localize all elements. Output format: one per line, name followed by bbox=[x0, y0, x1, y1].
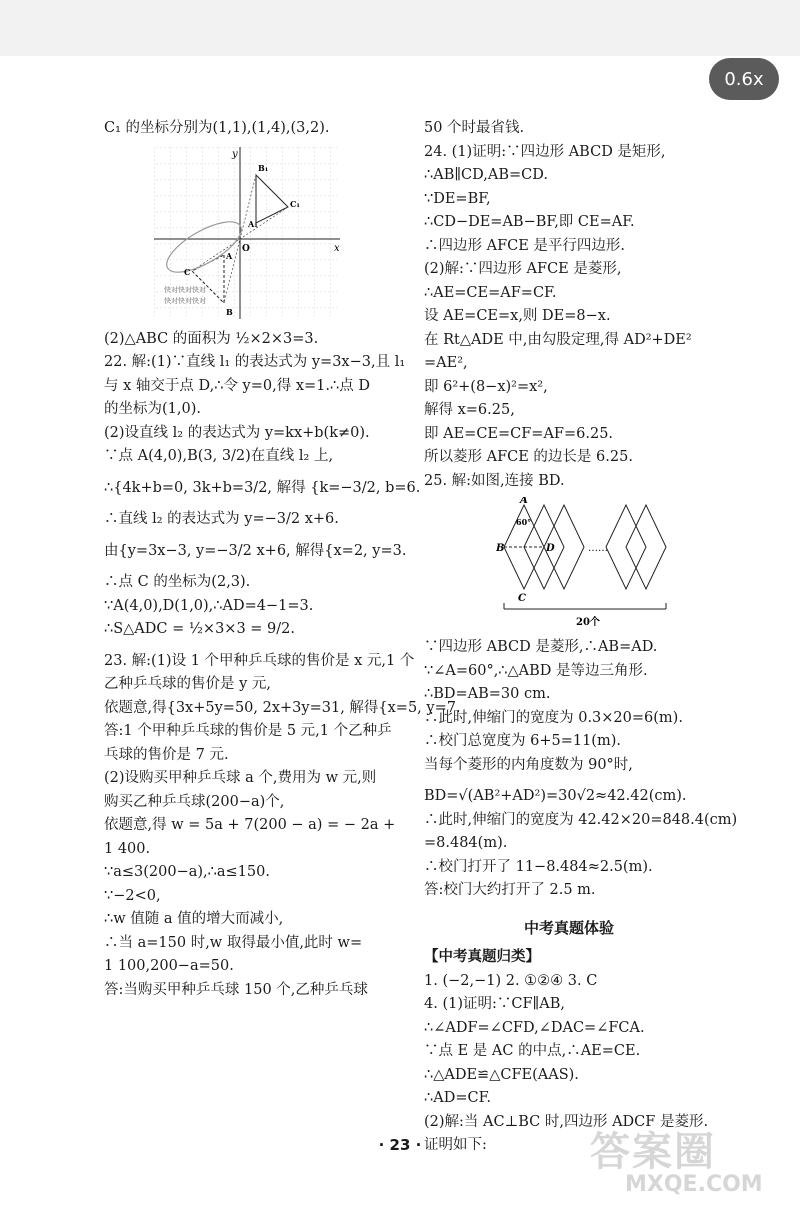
text-line: (2)解:∵四边形 AFCE 是菱形, bbox=[424, 261, 622, 277]
watermark-note: 快对快对快对 bbox=[164, 285, 206, 294]
rhombus-figure bbox=[496, 497, 676, 632]
point-label: D bbox=[546, 543, 555, 554]
text-line: 当每个菱形的内角度数为 90°时, bbox=[424, 756, 633, 773]
text-line: ∵A(4,0),D(1,0),∴AD=4−1=3. bbox=[104, 597, 314, 614]
text-line: ∵−2<0, bbox=[104, 887, 161, 904]
text-line: 解得 x=6.25, bbox=[424, 402, 515, 418]
text-line: (2)△ABC 的面积为 ½×2×3=3. bbox=[104, 330, 319, 347]
text-line: 与 x 轴交于点 D,∴令 y=0,得 x=1.∴点 D bbox=[104, 377, 370, 394]
text-line: ∴∠ADF=∠CFD,∠DAC=∠FCA. bbox=[424, 1019, 645, 1036]
text-line: 购买乙种乒乓球(200−a)个, bbox=[104, 793, 285, 810]
text-line: 1 400. bbox=[104, 840, 151, 857]
text-line: ∴四边形 AFCE 是平行四边形. bbox=[424, 237, 626, 254]
point-label: B bbox=[226, 306, 233, 317]
text-line: ∴CD−DE=AB−BF,即 CE=AF. bbox=[424, 214, 635, 230]
q24-line: 24. (1)证明:∵四边形 ABCD 是矩形, bbox=[424, 143, 666, 160]
text-line: ∴当 a=150 时,w 取得最小值,此时 w= bbox=[104, 934, 363, 951]
text-line: ∴S△ADC = ½×3×3 = 9/2. bbox=[104, 621, 295, 637]
text-line: 依题意,得{3x+5y=50, 2x+3y=31, 解得{x=5, y=7. bbox=[104, 699, 461, 716]
text-line: 依题意,得 w = 5a + 7(200 − a) = − 2a + bbox=[104, 817, 396, 833]
point-label: A bbox=[520, 497, 528, 506]
text-line: ∴AE=CE=AF=CF. bbox=[424, 284, 557, 301]
point-label: A₁ bbox=[248, 218, 258, 229]
count-label: 20个 bbox=[576, 617, 600, 628]
text-line: 由{y=3x−3, y=−3/2 x+6, 解得{x=2, y=3. bbox=[104, 542, 407, 559]
text-line: (2)解:当 AC⊥BC 时,四边形 ADCF 是菱形. bbox=[424, 1113, 709, 1130]
text-line: ∵点 E 是 AC 的中点,∴AE=CE. bbox=[424, 1043, 641, 1059]
text-line: ∴点 C 的坐标为(2,3). bbox=[104, 574, 251, 590]
ellipsis: …… bbox=[588, 543, 608, 554]
text-line: ∵四边形 ABCD 是菱形,∴AB=AD. bbox=[424, 639, 658, 655]
text-line: ∵DE=BF, bbox=[424, 190, 491, 207]
watermark-url: MXQE.COM bbox=[625, 1172, 763, 1197]
text-line: ∵a≤3(200−a),∴a≤150. bbox=[104, 864, 270, 880]
point-label: A bbox=[226, 250, 233, 261]
text-line: ∴直线 l₂ 的表达式为 y=−3/2 x+6. bbox=[104, 511, 339, 527]
answers-line: 1. (−2,−1) 2. ①②④ 3. C bbox=[424, 972, 598, 989]
text-line: ∴此时,伸缩门的宽度为 0.3×20=6(m). bbox=[424, 709, 683, 726]
q23-line: 23. 解:(1)设 1 个甲种乒乓球的售价是 x 元,1 个 bbox=[104, 652, 415, 669]
text-line: ∵点 A(4,0),B(3, 3/2)在直线 l₂ 上, bbox=[104, 448, 334, 464]
text-line: ∵∠A=60°,∴△ABD 是等边三角形. bbox=[424, 662, 648, 679]
text-line: 所以菱形 AFCE 的边长是 6.25. bbox=[424, 449, 633, 465]
text-line: 1 100,200−a=50. bbox=[104, 958, 234, 974]
text-line: 答:1 个甲种乒乓球的售价是 5 元,1 个乙种乒 bbox=[104, 723, 392, 739]
text-line: 答:校门大约打开了 2.5 m. bbox=[424, 882, 596, 898]
page-number: · 23 · bbox=[378, 1136, 422, 1154]
q4-line: 4. (1)证明:∵CF∥AB, bbox=[424, 996, 565, 1012]
text-line: 设 AE=CE=x,则 DE=8−x. bbox=[424, 308, 611, 324]
text-line: 证明如下: bbox=[424, 1137, 487, 1153]
text-line: 答:当购买甲种乒乓球 150 个,乙种乒乓球 bbox=[104, 981, 368, 998]
text-line: 即 AE=CE=CF=AF=6.25. bbox=[424, 425, 614, 442]
coordinate-figure bbox=[154, 147, 344, 322]
text-line: ∴校门总宽度为 6+5=11(m). bbox=[424, 733, 621, 749]
point-label: C bbox=[518, 593, 526, 604]
text-line: ∴校门打开了 11−8.484≈2.5(m). bbox=[424, 858, 653, 875]
watermark-note: 快对快对快对 bbox=[164, 296, 206, 305]
text-line: ∴w 值随 a 值的增大而减小, bbox=[104, 911, 284, 927]
text-line: 乓球的售价是 7 元. bbox=[104, 746, 229, 763]
point-label: B₁ bbox=[258, 162, 269, 173]
point-label: O bbox=[242, 243, 250, 254]
q25-line: 25. 解:如图,连接 BD. bbox=[424, 472, 565, 489]
text-line: C₁ 的坐标分别为(1,1),(1,4),(3,2). bbox=[104, 120, 330, 136]
point-label: C bbox=[184, 266, 191, 277]
text-line: ∴△ADE≌△CFE(AAS). bbox=[424, 1066, 579, 1083]
section-title: 中考真题体验 bbox=[523, 918, 614, 937]
text-line: (2)设直线 l₂ 的表达式为 y=kx+b(k≠0). bbox=[104, 424, 370, 441]
text-line: ∴AD=CF. bbox=[424, 1090, 491, 1106]
text-line: 乙种乒乓球的售价是 y 元, bbox=[104, 676, 272, 692]
angle-label: 60° bbox=[516, 517, 532, 527]
axis-label: y bbox=[232, 148, 238, 160]
text-line: 的坐标为(1,0). bbox=[104, 401, 201, 417]
text-line: =8.484(m). bbox=[424, 835, 508, 851]
axis-label: x bbox=[334, 242, 340, 254]
point-label: C₁ bbox=[290, 198, 300, 209]
text-line: BD=√(AB²+AD²)=30√2≈42.42(cm). bbox=[424, 788, 687, 804]
watermark-logo: 答案圈 bbox=[590, 1129, 716, 1175]
text-line: ∴此时,伸缩门的宽度为 42.42×20=848.4(cm) bbox=[424, 811, 738, 828]
text-line: ∴BD=AB=30 cm. bbox=[424, 686, 551, 702]
text-line: ∴AB∥CD,AB=CD. bbox=[424, 167, 548, 183]
category-label: 【中考真题归类】 bbox=[424, 949, 540, 965]
playback-speed-badge[interactable]: 0.6x bbox=[709, 58, 779, 100]
top-bar bbox=[0, 0, 800, 56]
text-line: 50 个时最省钱. bbox=[424, 120, 525, 136]
point-label: B bbox=[496, 543, 505, 554]
q22-line: 22. 解:(1)∵直线 l₁ 的表达式为 y=3x−3,且 l₁ bbox=[104, 354, 406, 370]
text-line: ∴{4k+b=0, 3k+b=3/2, 解得 {k=−3/2, b=6. bbox=[104, 479, 421, 496]
text-line: 在 Rt△ADE 中,由勾股定理,得 AD²+DE² bbox=[424, 331, 692, 348]
text-line: 即 6²+(8−x)²=x², bbox=[424, 378, 548, 395]
text-line: (2)设购买甲种乒乓球 a 个,费用为 w 元,则 bbox=[104, 770, 377, 786]
text-line: =AE², bbox=[424, 355, 468, 371]
right-column bbox=[424, 117, 738, 1158]
